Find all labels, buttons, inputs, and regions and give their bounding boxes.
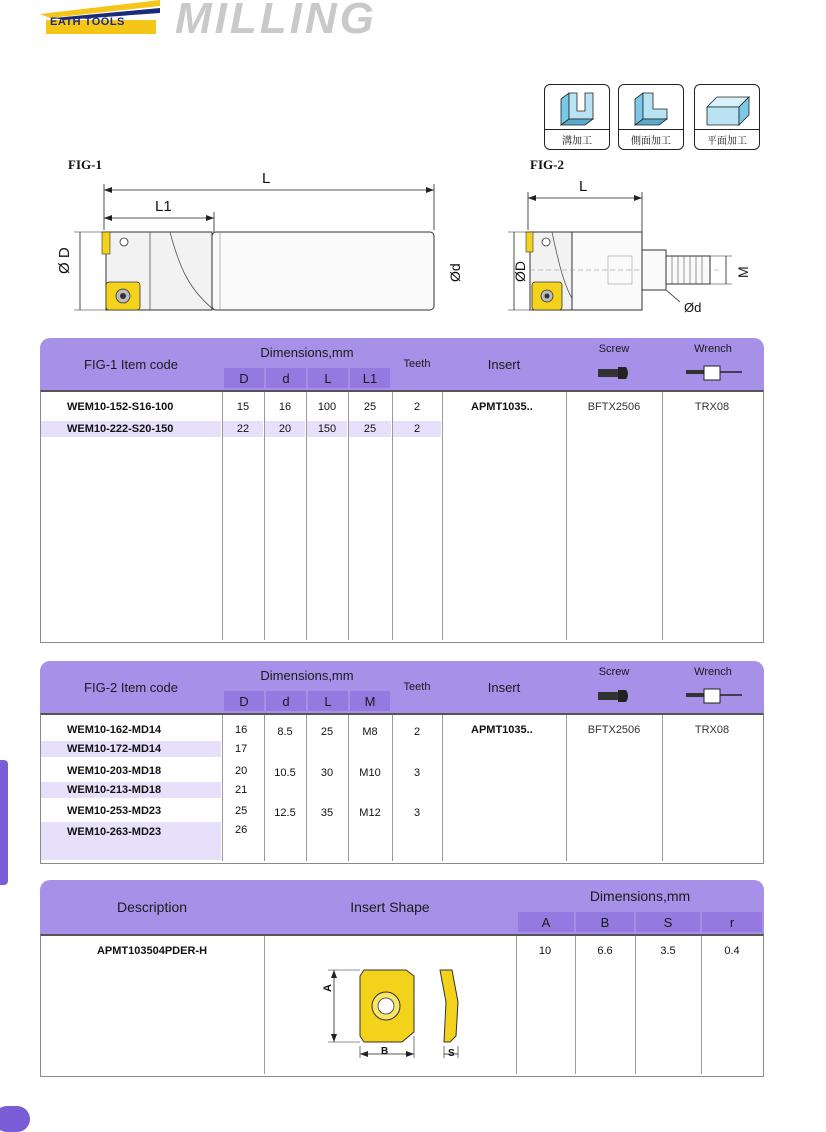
fig1-dim-D: Ø D — [56, 247, 73, 274]
table1-sub-d: d — [266, 368, 306, 388]
fig2-drawing — [500, 170, 760, 320]
table3-desc-value: APMT103504PDER-H — [96, 945, 208, 957]
table1-wrench-header: Wrench — [694, 343, 732, 355]
table2-g3-L: 35 — [320, 807, 334, 819]
table3-B-value: 6.6 — [597, 945, 613, 957]
table2-code-header: FIG-2 Item code — [84, 679, 178, 695]
table2-g2-d: 10.5 — [274, 767, 296, 779]
slot-icon — [545, 85, 609, 133]
table3-S-value: 3.5 — [660, 945, 676, 957]
table1-r2-teeth: 2 — [393, 421, 441, 437]
table-row: WEM10-222-S20-150 — [41, 421, 221, 437]
table1-screw-value: BFTX2506 — [587, 401, 641, 413]
table2-D-2: 20 — [235, 765, 248, 777]
wrench-icon — [684, 362, 744, 384]
table1-r1-teeth: 2 — [413, 401, 421, 413]
fig2-dim-M: M — [735, 266, 751, 278]
table3-sub-A: A — [518, 912, 574, 932]
table-row: WEM10-152-S16-100 — [67, 401, 174, 413]
table3-desc-header: Description — [116, 899, 188, 915]
table1-dims-header: Dimensions,mm — [260, 344, 354, 360]
table3-shape-header: Insert Shape — [350, 899, 430, 915]
section-side-tab — [0, 760, 8, 885]
page-title: MILLING — [175, 0, 377, 43]
table3-sub-r: r — [702, 912, 762, 932]
table2-insert-value: APMT1035.. — [471, 724, 533, 736]
process-side-label: 側面加工 — [619, 129, 683, 147]
screw-icon — [596, 687, 632, 705]
fig1-label: FIG-1 — [68, 157, 102, 172]
table1-teeth-header: Teeth — [403, 358, 431, 370]
fig2-dim-D: ØD — [512, 261, 528, 282]
table1-r2-D: 22 — [223, 421, 263, 437]
page-number-badge — [0, 1106, 30, 1132]
table1-insert-header: Insert — [487, 356, 521, 372]
table1-code-header: FIG-1 Item code — [84, 356, 178, 372]
table-row: WEM10-203-MD18 — [67, 765, 162, 777]
table2-g1-M: M8 — [362, 726, 378, 738]
table3-sub-B: B — [576, 912, 634, 932]
table2-g2-teeth: 3 — [413, 767, 421, 779]
fig1-dim-d: Ød — [447, 263, 463, 282]
brand-name: EATH TOOLS — [50, 16, 125, 28]
table1-r1-d: 16 — [278, 401, 292, 413]
table2-dims-header: Dimensions,mm — [260, 667, 354, 683]
table2-wrench-value: TRX08 — [694, 724, 730, 736]
face-milling-icon — [695, 85, 759, 133]
process-face-label: 平面加工 — [695, 129, 759, 147]
table-row: WEM10-213-MD18 — [41, 782, 221, 798]
table2-g1-teeth: 2 — [413, 726, 421, 738]
table2-D-4: 25 — [235, 805, 248, 817]
process-slot-label: 溝加工 — [545, 129, 609, 147]
table1-wrench-value: TRX08 — [694, 401, 730, 413]
table2-sub-d: d — [266, 691, 306, 711]
insert-dim-A: A — [322, 984, 334, 992]
table3-dims-header: Dimensions,mm — [589, 888, 691, 904]
fig1-dim-L1: L1 — [155, 198, 172, 215]
process-face — [694, 84, 760, 150]
table1-r1-L: 100 — [317, 401, 337, 413]
table-row: WEM10-162-MD14 — [67, 724, 162, 736]
fig1-dim-L: L — [262, 170, 271, 187]
table1-r1-L1: 25 — [363, 401, 377, 413]
table-row: WEM10-172-MD14 — [41, 741, 221, 757]
table3-A-value: 10 — [538, 945, 552, 957]
table2-sub-M: M — [350, 691, 390, 711]
table2-screw-header: Screw — [598, 666, 630, 678]
table1-sub-L: L — [308, 368, 348, 388]
table2-insert-header: Insert — [487, 679, 521, 695]
table1-r2-L1: 25 — [349, 421, 391, 437]
fig2-label: FIG-2 — [530, 157, 564, 172]
table1-r1-D: 15 — [236, 401, 250, 413]
table2-g2-M: M10 — [359, 767, 381, 779]
table1-r2-d: 20 — [265, 421, 305, 437]
table3-r-value: 0.4 — [724, 945, 740, 957]
table1-sub-L1: L1 — [350, 368, 390, 388]
table2-sub-L: L — [308, 691, 348, 711]
table1-r2-L: 150 — [307, 421, 347, 437]
fig2-dim-L: L — [579, 178, 588, 195]
table2-g2-L: 30 — [320, 767, 334, 779]
insert-dim-B: B — [381, 1046, 389, 1057]
wrench-icon — [684, 685, 744, 707]
table2-g1-d: 8.5 — [277, 726, 293, 738]
table2-g3-M: M12 — [359, 807, 381, 819]
table3-sub-S: S — [636, 912, 700, 932]
table-row: WEM10-263-MD23 — [41, 822, 221, 860]
table2-D-3: 21 — [235, 784, 248, 796]
table2-D-0: 16 — [235, 724, 248, 736]
table2-sub-D: D — [224, 691, 264, 711]
process-slot — [544, 84, 610, 150]
process-side — [618, 84, 684, 150]
insert-shape-drawing — [320, 962, 480, 1062]
table2-screw-value: BFTX2506 — [587, 724, 641, 736]
table2-wrench-header: Wrench — [694, 666, 732, 678]
table1-screw-header: Screw — [598, 343, 630, 355]
table2-D-5: 26 — [235, 824, 248, 836]
table2-teeth-header: Teeth — [403, 681, 431, 693]
table2-g1-L: 25 — [320, 726, 334, 738]
table1-insert-value: APMT1035.. — [471, 401, 533, 413]
fig2-dim-d: Ød — [684, 300, 702, 315]
table-row: WEM10-253-MD23 — [67, 805, 162, 817]
fig1-drawing — [50, 170, 470, 320]
side-milling-icon — [619, 85, 683, 133]
table2-g3-teeth: 3 — [413, 807, 421, 819]
insert-dim-S: S — [448, 1048, 455, 1059]
table2-D-1: 17 — [235, 743, 248, 755]
screw-icon — [596, 364, 632, 382]
table1-sub-D: D — [224, 368, 264, 388]
table2-g3-d: 12.5 — [274, 807, 296, 819]
